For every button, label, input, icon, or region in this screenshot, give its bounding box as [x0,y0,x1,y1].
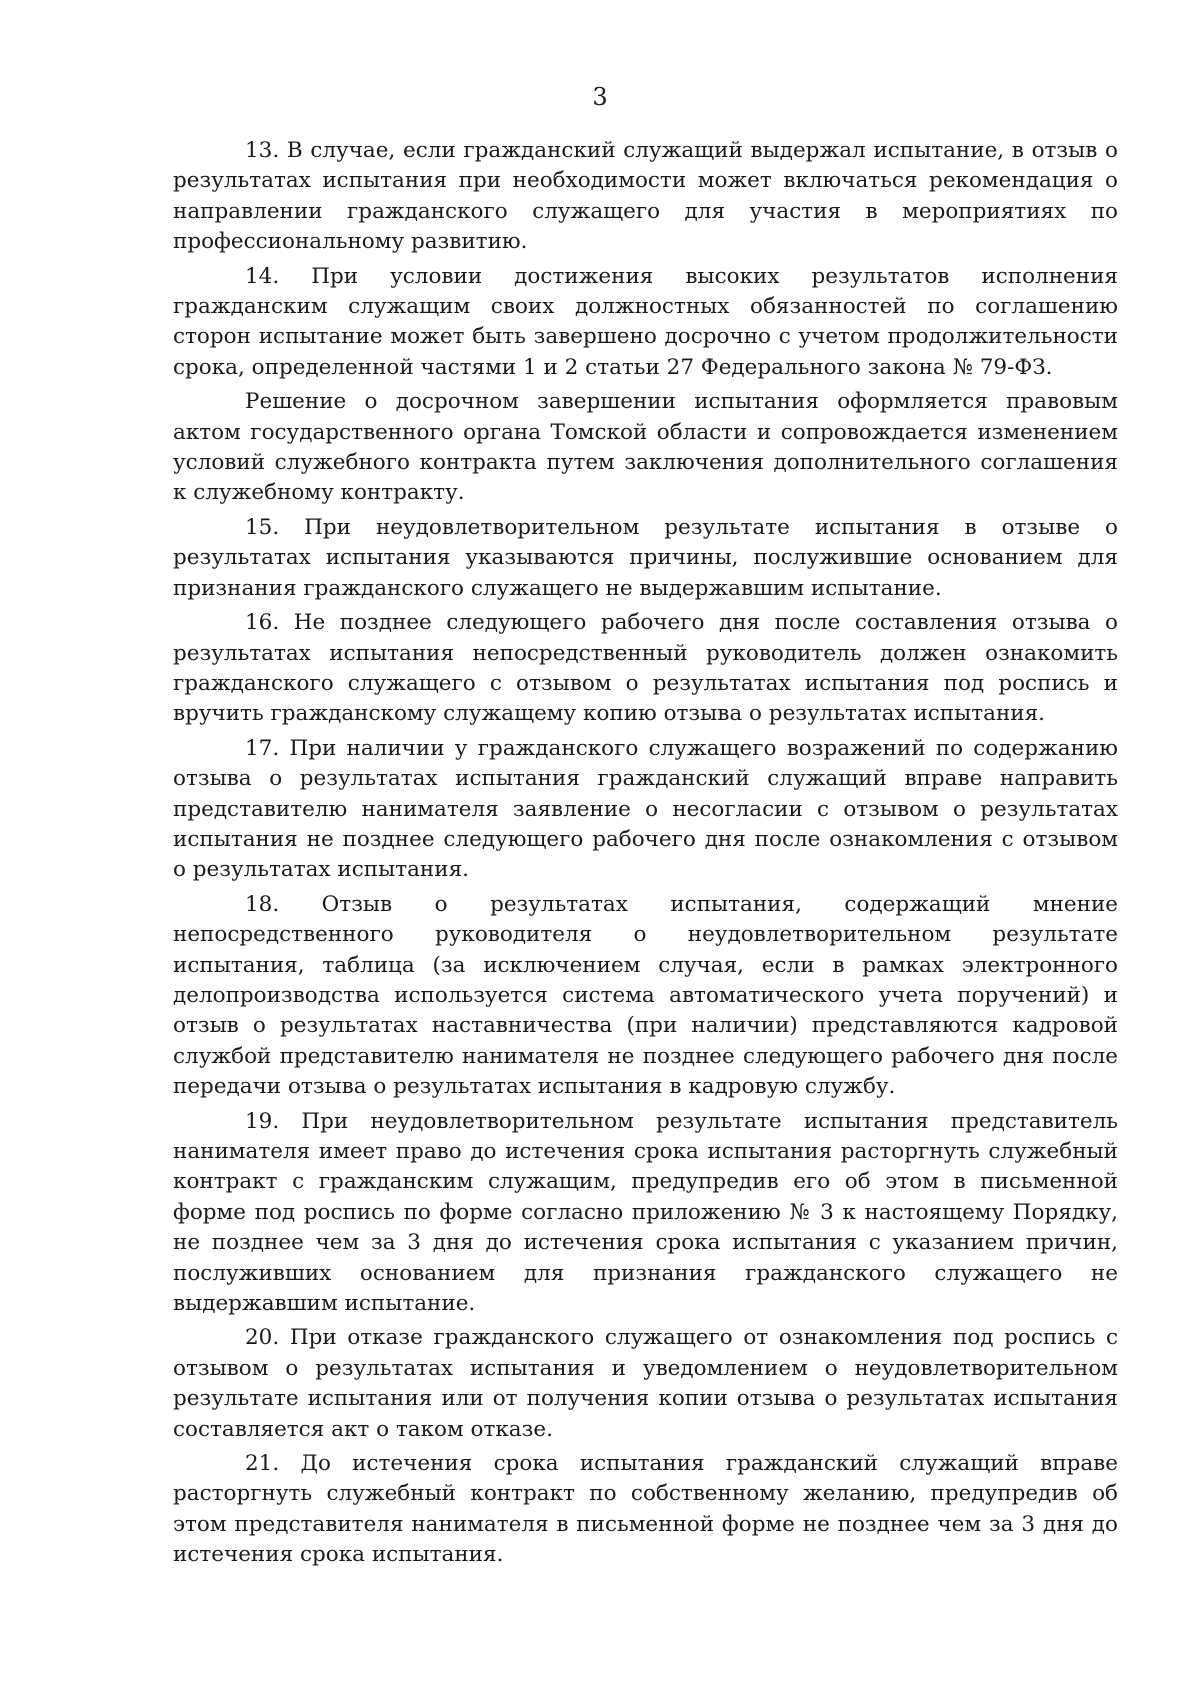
paragraph-19: 19. При неудовлетворительном результате испытания представитель нанимателя имеет право до истечения срока испытания расторгнуть служебный контракт с гражданским служащим, предупредив его об этом в письменной форме под роспись по форме согласно приложению № 3 к настоящему Порядку, не позднее чем за 3 дня до истечения срока испытания с указанием причин, послуживших основанием для признания гражданского служащего не выдержавшим испытание. [173,1108,1118,1317]
paragraph-16: 16. Не позднее следующего рабочего дня после составления отзыва о результатах испытания непосредственный руководитель должен ознакомить гражданского служащего с отзывом о результатах испытания под роспись и вручить гражданскому служащему копию отзыва о результатах испытания. [173,610,1118,727]
document-body [173,136,1118,1575]
paragraph-17: 17. При наличии у гражданского служащего возражений по содержанию отзыва о результатах испытания гражданский служащий вправе направить представителю нанимателя заявление о несогласии с отзывом о результатах испытания не позднее следующего рабочего дня после ознакомления с отзывом о результатах испытания. [173,735,1118,883]
paragraph-14-decision: Решение о досрочном завершении испытания оформляется правовым актом государственного органа Томской области и сопровождается изменением условий служебного контракта путем заключения дополнительного соглашения к служебному контракту. [173,389,1118,506]
paragraph-20: 20. При отказе гражданского служащего от ознакомления под роспись с отзывом о результатах испытания и уведомлением о неудовлетворительном результате испытания или от получения копии отзыва о результатах испытания составляется акт о таком отказе. [173,1325,1118,1442]
paragraph-21: 21. До истечения срока испытания гражданский служащий вправе расторгнуть служебный контракт по собственному желанию, предупредив об этом представителя нанимателя в письменной форме не позднее чем за 3 дня до истечения срока испытания. [173,1451,1118,1568]
paragraph-15: 15. При неудовлетворительном результате испытания в отзыве о результатах испытания указываются причины, послужившие основанием для признания гражданского служащего не выдержавшим испытание. [173,514,1118,601]
page-number: 3 [592,83,608,111]
paragraph-18: 18. Отзыв о результатах испытания, содержащий мнение непосредственного руководителя о неудовлетворительном результате испытания, таблица (за исключением случая, если в рамках электронного делопроизводства используется система автоматического учета поручений) и отзыв о результатах наставничества (при наличии) представляются кадровой службой представителю нанимателя не позднее следующего рабочего дня после передачи отзыва о результатах испытания в кадровую службу. [173,891,1118,1100]
paragraph-13: 13. В случае, если гражданский служащий выдержал испытание, в отзыв о результатах испытания при необходимости может включаться рекомендация о направлении гражданского служащего для участия в мероприятиях по профессиональному развитию. [173,138,1118,255]
paragraph-14: 14. При условии достижения высоких результатов исполнения гражданским служащим своих должностных обязанностей по соглашению сторон испытание может быть завершено досрочно с учетом продолжительности срока, определенной частями 1 и 2 статьи 27 Федерального закона № 79-ФЗ. [173,263,1118,380]
